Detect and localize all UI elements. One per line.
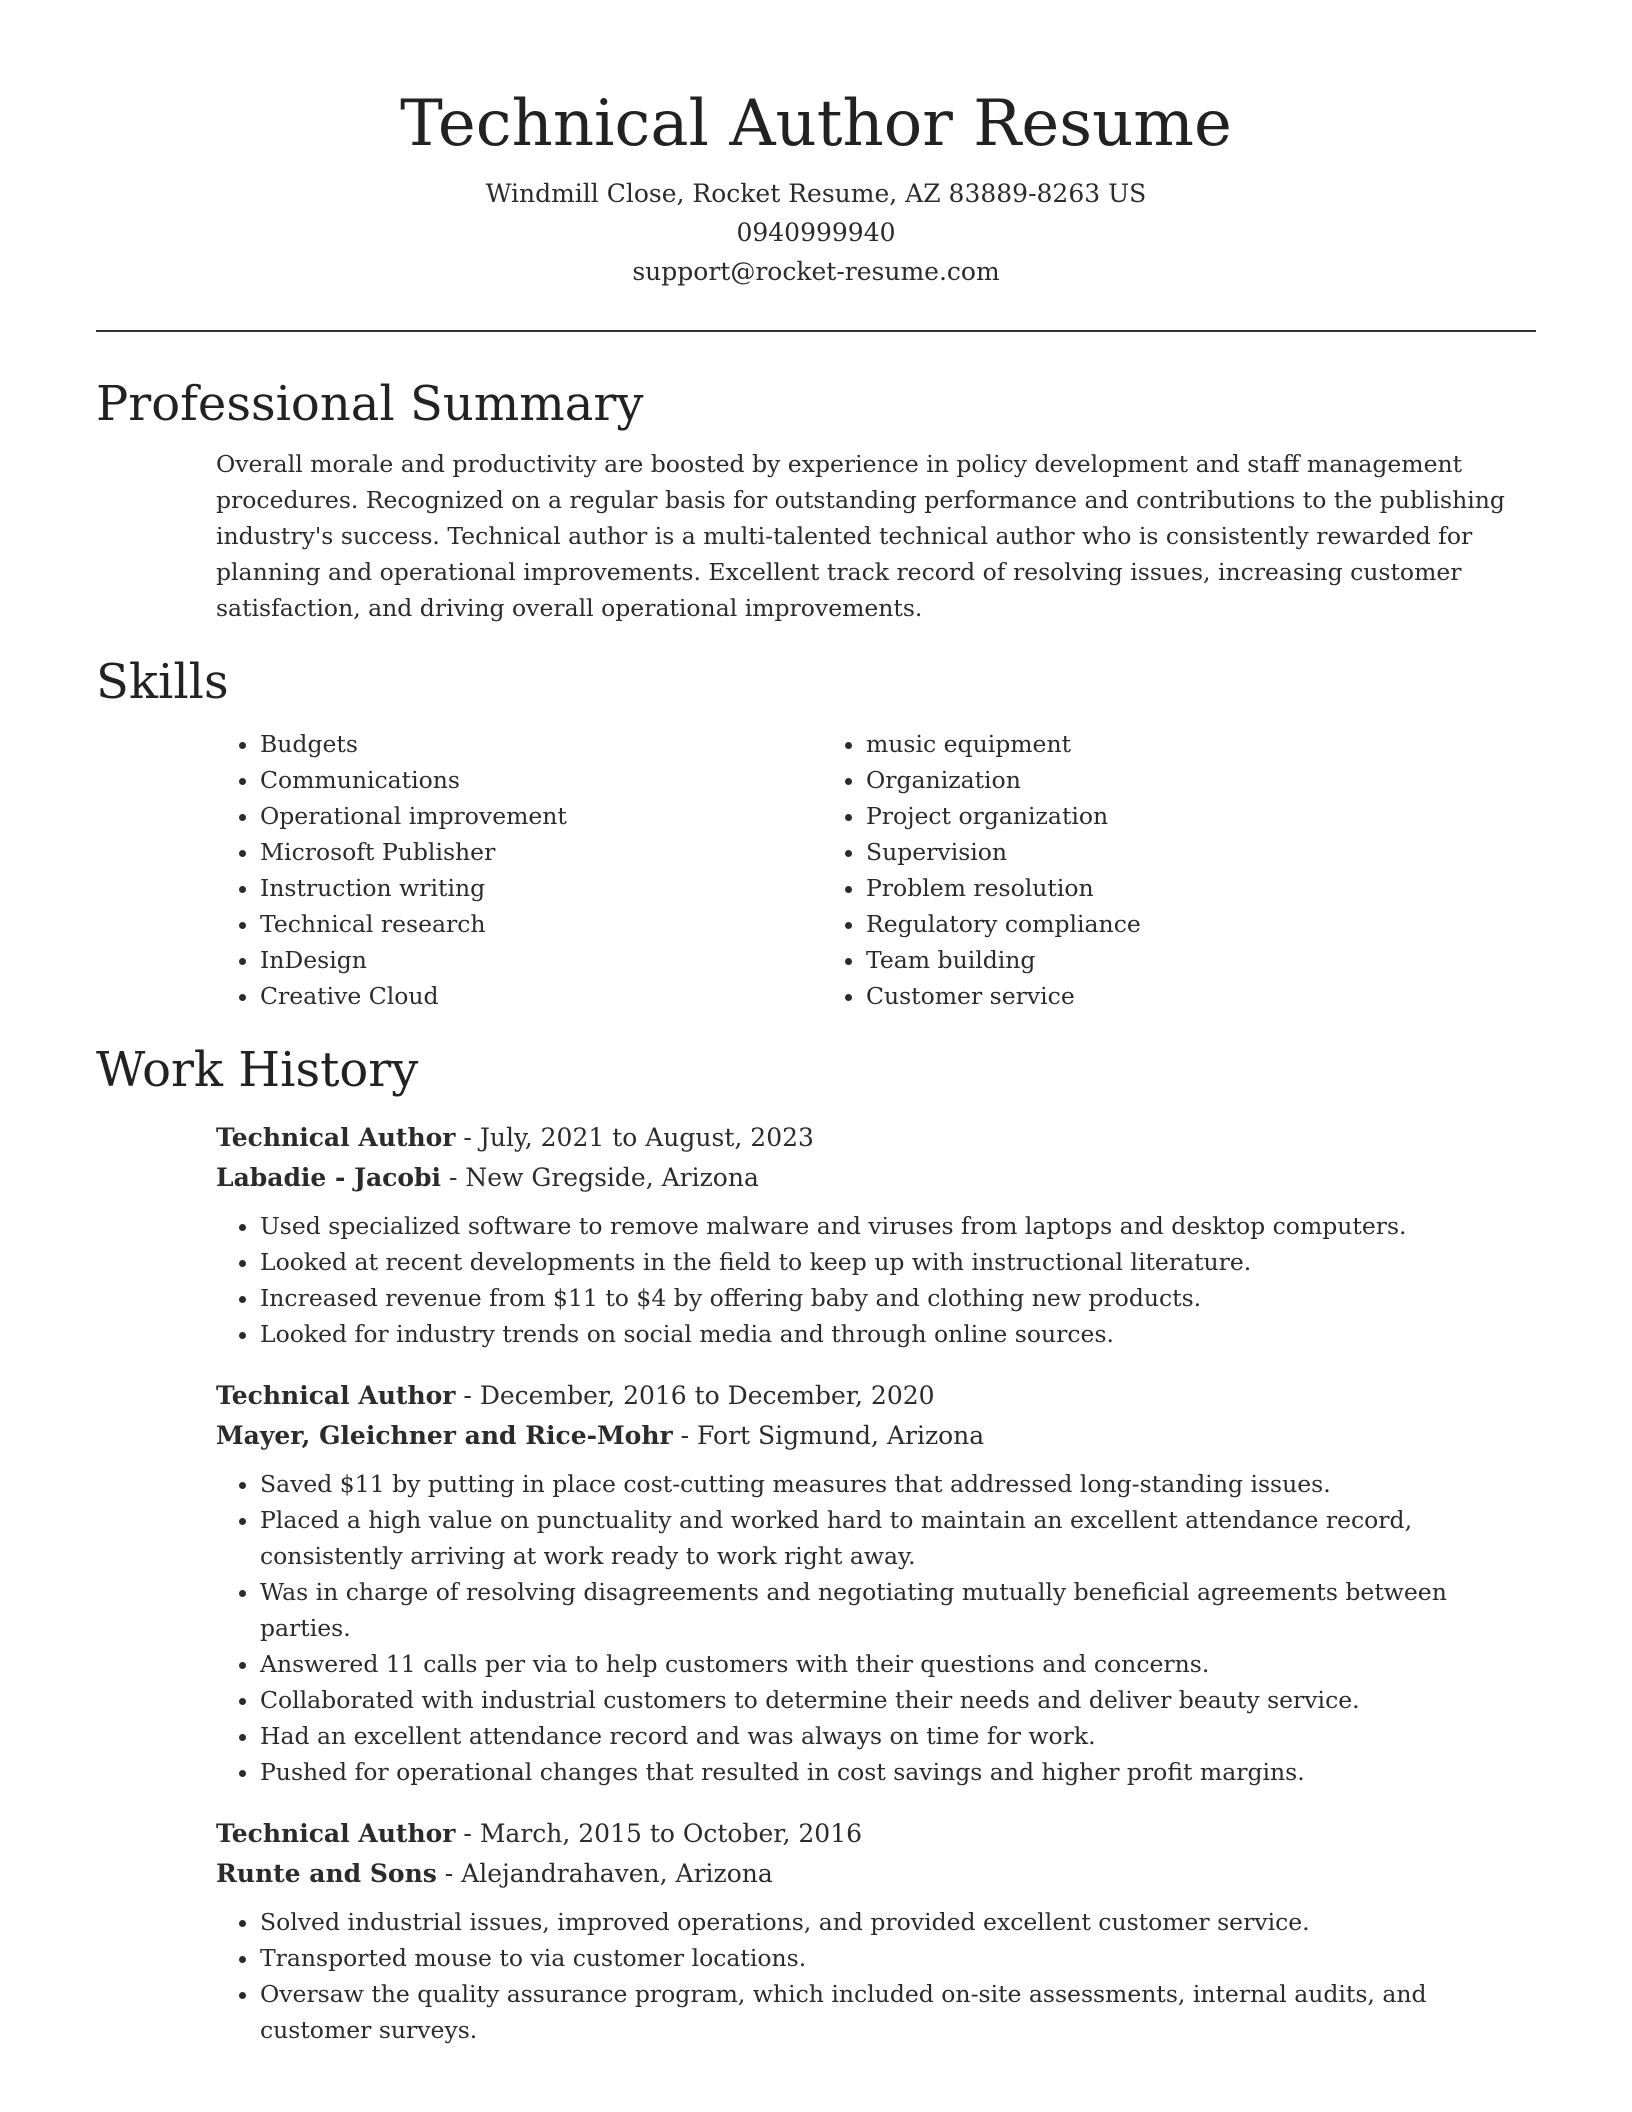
job-bullet-list [216, 1208, 1536, 1352]
job-dates: - March, 2015 to October, 2016 [455, 1819, 863, 1848]
job-bullet: • Saved $11 by putting in place cost-cutting measures that addressed long-standing issues. [260, 1466, 1536, 1502]
job-role: Technical Author [216, 1123, 456, 1152]
job-bullet: • Answered 11 calls per via to help customers with their questions and concerns. [260, 1646, 1536, 1682]
job-entry [96, 1118, 1536, 1352]
job-dates: - July, 2021 to August, 2023 [455, 1123, 814, 1152]
skill-item: • Regulatory compliance [866, 906, 1428, 942]
job-role: Technical Author [216, 1381, 456, 1410]
job-title-line [216, 1118, 1536, 1158]
job-company-line [216, 1416, 1536, 1456]
job-title-line [216, 1376, 1536, 1416]
job-bullet: • Transported mouse to via customer locations. [260, 1940, 1536, 1976]
job-company-line [216, 1158, 1536, 1198]
job-bullet: • Looked for industry trends on social media and through online sources. [260, 1316, 1536, 1352]
skill-item: • Microsoft Publisher [260, 834, 822, 870]
skill-item: • Instruction writing [260, 870, 822, 906]
skill-item: • Communications [260, 762, 822, 798]
skill-item: • Operational improvement [260, 798, 822, 834]
job-bullet: • Solved industrial issues, improved operations, and provided excellent customer service. [260, 1904, 1536, 1940]
skill-item: • music equipment [866, 726, 1428, 762]
job-location: - New Gregside, Arizona [441, 1163, 759, 1192]
skill-item: • Budgets [260, 726, 822, 762]
job-bullet: • Placed a high value on punctuality and worked hard to maintain an excellent attendance record, consistently arriving at work ready to work right away. [260, 1502, 1536, 1574]
job-entry [96, 1814, 1536, 2048]
skills-heading: Skills [96, 654, 229, 710]
resume-title: Technical Author Resume [400, 87, 1232, 161]
skill-item: • Organization [866, 762, 1428, 798]
contact-address: Windmill Close, Rocket Resume, AZ 83889-8263 US [485, 179, 1147, 208]
skill-item: • Team building [866, 942, 1428, 978]
skill-item: • Supervision [866, 834, 1428, 870]
skill-item: • Creative Cloud [260, 978, 822, 1014]
job-role: Technical Author [216, 1819, 456, 1848]
job-bullet: • Was in charge of resolving disagreements and negotiating mutually beneficial agreements between parties. [260, 1574, 1536, 1646]
header-divider [96, 330, 1536, 332]
skill-item: • InDesign [260, 942, 822, 978]
skill-item: • Technical research [260, 906, 822, 942]
job-bullet: • Oversaw the quality assurance program, which included on-site assessments, internal audits, and customer surveys. [260, 1976, 1536, 2048]
job-bullet: • Pushed for operational changes that resulted in cost savings and higher profit margins. [260, 1754, 1536, 1790]
job-location: - Fort Sigmund, Arizona [672, 1421, 985, 1450]
resume-header [96, 86, 1536, 291]
job-bullet: • Collaborated with industrial customers to determine their needs and deliver beauty service. [260, 1682, 1536, 1718]
job-bullet: • Used specialized software to remove malware and viruses from laptops and desktop computers. [260, 1208, 1536, 1244]
job-bullet: • Had an excellent attendance record and was always on time for work. [260, 1718, 1536, 1754]
job-bullet-list [216, 1466, 1536, 1790]
contact-block [96, 174, 1536, 291]
summary-heading: Professional Summary [96, 376, 644, 432]
job-dates: - December, 2016 to December, 2020 [455, 1381, 935, 1410]
skills-grid [96, 726, 1536, 1014]
skill-item: • Problem resolution [866, 870, 1428, 906]
job-title-line [216, 1814, 1536, 1854]
job-entry [96, 1376, 1536, 1790]
skill-item: • Customer service [866, 978, 1428, 1014]
job-location: - Alejandrahaven, Arizona [436, 1859, 773, 1888]
contact-phone: 0940999940 [736, 218, 896, 247]
job-bullet-list [216, 1904, 1536, 2048]
skill-item: • Project organization [866, 798, 1428, 834]
work-history-heading: Work History [96, 1042, 419, 1098]
job-bullet: • Looked at recent developments in the field to keep up with instructional literature. [260, 1244, 1536, 1280]
skills-list-right [822, 726, 1428, 1014]
job-company-line [216, 1854, 1536, 1894]
resume-page [96, 0, 1536, 2048]
job-company: Labadie - Jacobi [216, 1163, 442, 1192]
job-company: Mayer, Gleichner and Rice-Mohr [216, 1421, 673, 1450]
contact-email: support@rocket-resume.com [632, 257, 1000, 286]
job-company: Runte and Sons [216, 1859, 437, 1888]
summary-text: Overall morale and productivity are boosted by experience in policy development and staff management procedures. Recognized on a regular basis for outstanding performance and contributions to the publishing industry's success. Technical author is a multi-talented technical author who is consistently rewarded for planning and operational improvements. Excellent track record of resolving issues, increasing customer satisfaction, and driving overall operational improvements. [216, 450, 1505, 622]
skills-list-left [216, 726, 822, 1014]
job-bullet: • Increased revenue from $11 to $4 by offering baby and clothing new products. [260, 1280, 1536, 1316]
